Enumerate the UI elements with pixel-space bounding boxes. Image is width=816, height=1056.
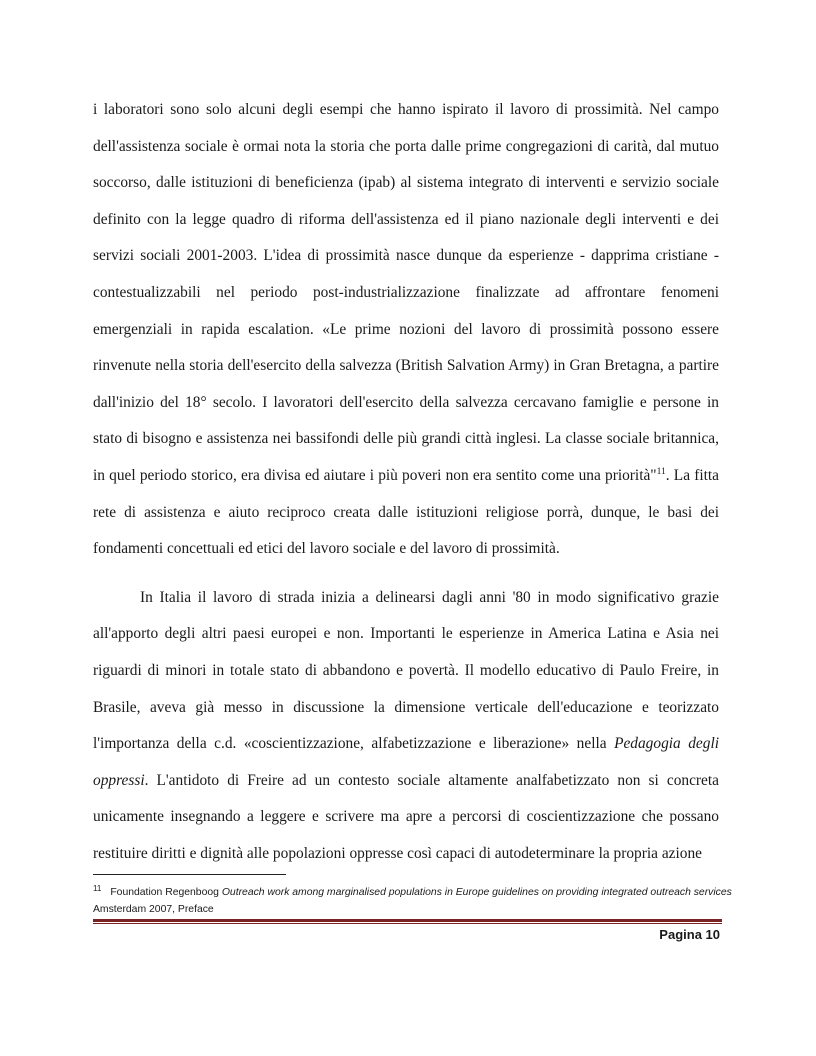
footnote-separator bbox=[93, 874, 286, 875]
footnote-author: Foundation Regenboog bbox=[110, 887, 222, 898]
paragraph1-text-b: . La fitta rete di assistenza e aiuto reciproco creata dalle istituzioni religiose porrà, dunque, le basi dei fondamenti concettuali ed etici del lavoro sociale e del lavoro di prossimità. bbox=[93, 466, 720, 558]
footer-rule-thin bbox=[93, 923, 722, 924]
footnote-reference[interactable]: 11 bbox=[656, 466, 666, 477]
paragraph-italia-lavoro-di-strada bbox=[93, 580, 719, 873]
paragraph2-text-a: In Italia il lavoro di strada inizia a delinearsi dagli anni '80 in modo significativo grazie all'apporto degli altri paesi europei e non. Importanti le esperienze in America Latina e Asia nei riguardi di minori in totale stato di abbandono e povertà. Il modello educativo di Paulo Freire, in Brasile, aveva già messo in discussione la dimensione verticale dell'educazione e teorizzato l'importanza della c.d. «coscientizzazione, alfabetizzazione e liberazione» nella bbox=[93, 588, 719, 753]
paragraph1-text-a: i laboratori sono solo alcuni degli esempi che hanno ispirato il lavoro di prossimità. Nel campo dell'assistenza sociale è ormai nota la storia che porta dalle prime congregazioni di carità, dal mutuo soccorso, dalle istituzioni di beneficienza (ipab) al sistema integrato di interventi e servizio sociale definito con la legge quadro di riforma dell'assistenza ed il piano nazionale degli interventi e dei servizi sociali 2001-2003. L'idea di prossimità nasce dunque da esperienze - dapprima cristiane - contestualizzabili nel periodo post-industrializzazione finalizzate ad affrontare fenomeni emergenziali in rapida escalation. «Le prime nozioni del lavoro di prossimità possono essere rinvenute nella storia dell'esercito della salvezza (British Salvation Army) in Gran Bretagna, a partire dall'inizio del 18° secolo. I lavoratori dell'esercito della salvezza cercavano famiglie e persone in stato di bisogno e assistenza nei bassifondi delle più grandi città inglesi. La classe sociale britannica, in quel periodo storico, era divisa ed aiutare i più poveri non era sentito come una priorità" bbox=[93, 101, 719, 484]
footnote bbox=[93, 884, 733, 918]
book-title-italic: Pedagogia degli oppressi bbox=[93, 735, 719, 789]
footnote-rest: Amsterdam 2007, Preface bbox=[93, 904, 214, 915]
footnote-title: Outreach work among marginalised populations in Europe guidelines on providing integrated outreach services bbox=[221, 887, 732, 898]
paragraph2-text-b: . L'antidoto di Freire ad un contesto sociale altamente analfabetizzato non si concreta unicamente insegnando a leggere e scrivere ma apre a percorsi di coscientizzazione che possano restituire diritti e dignità alle popolazioni oppresse così capaci di autodeterminare la propria azione bbox=[93, 771, 719, 862]
footer-rule-thick bbox=[93, 919, 722, 922]
body-text bbox=[93, 92, 719, 872]
paragraph-prossimita-history bbox=[93, 92, 719, 568]
footnote-number: 11 bbox=[93, 883, 102, 893]
page-number: Pagina 10 bbox=[659, 927, 720, 942]
